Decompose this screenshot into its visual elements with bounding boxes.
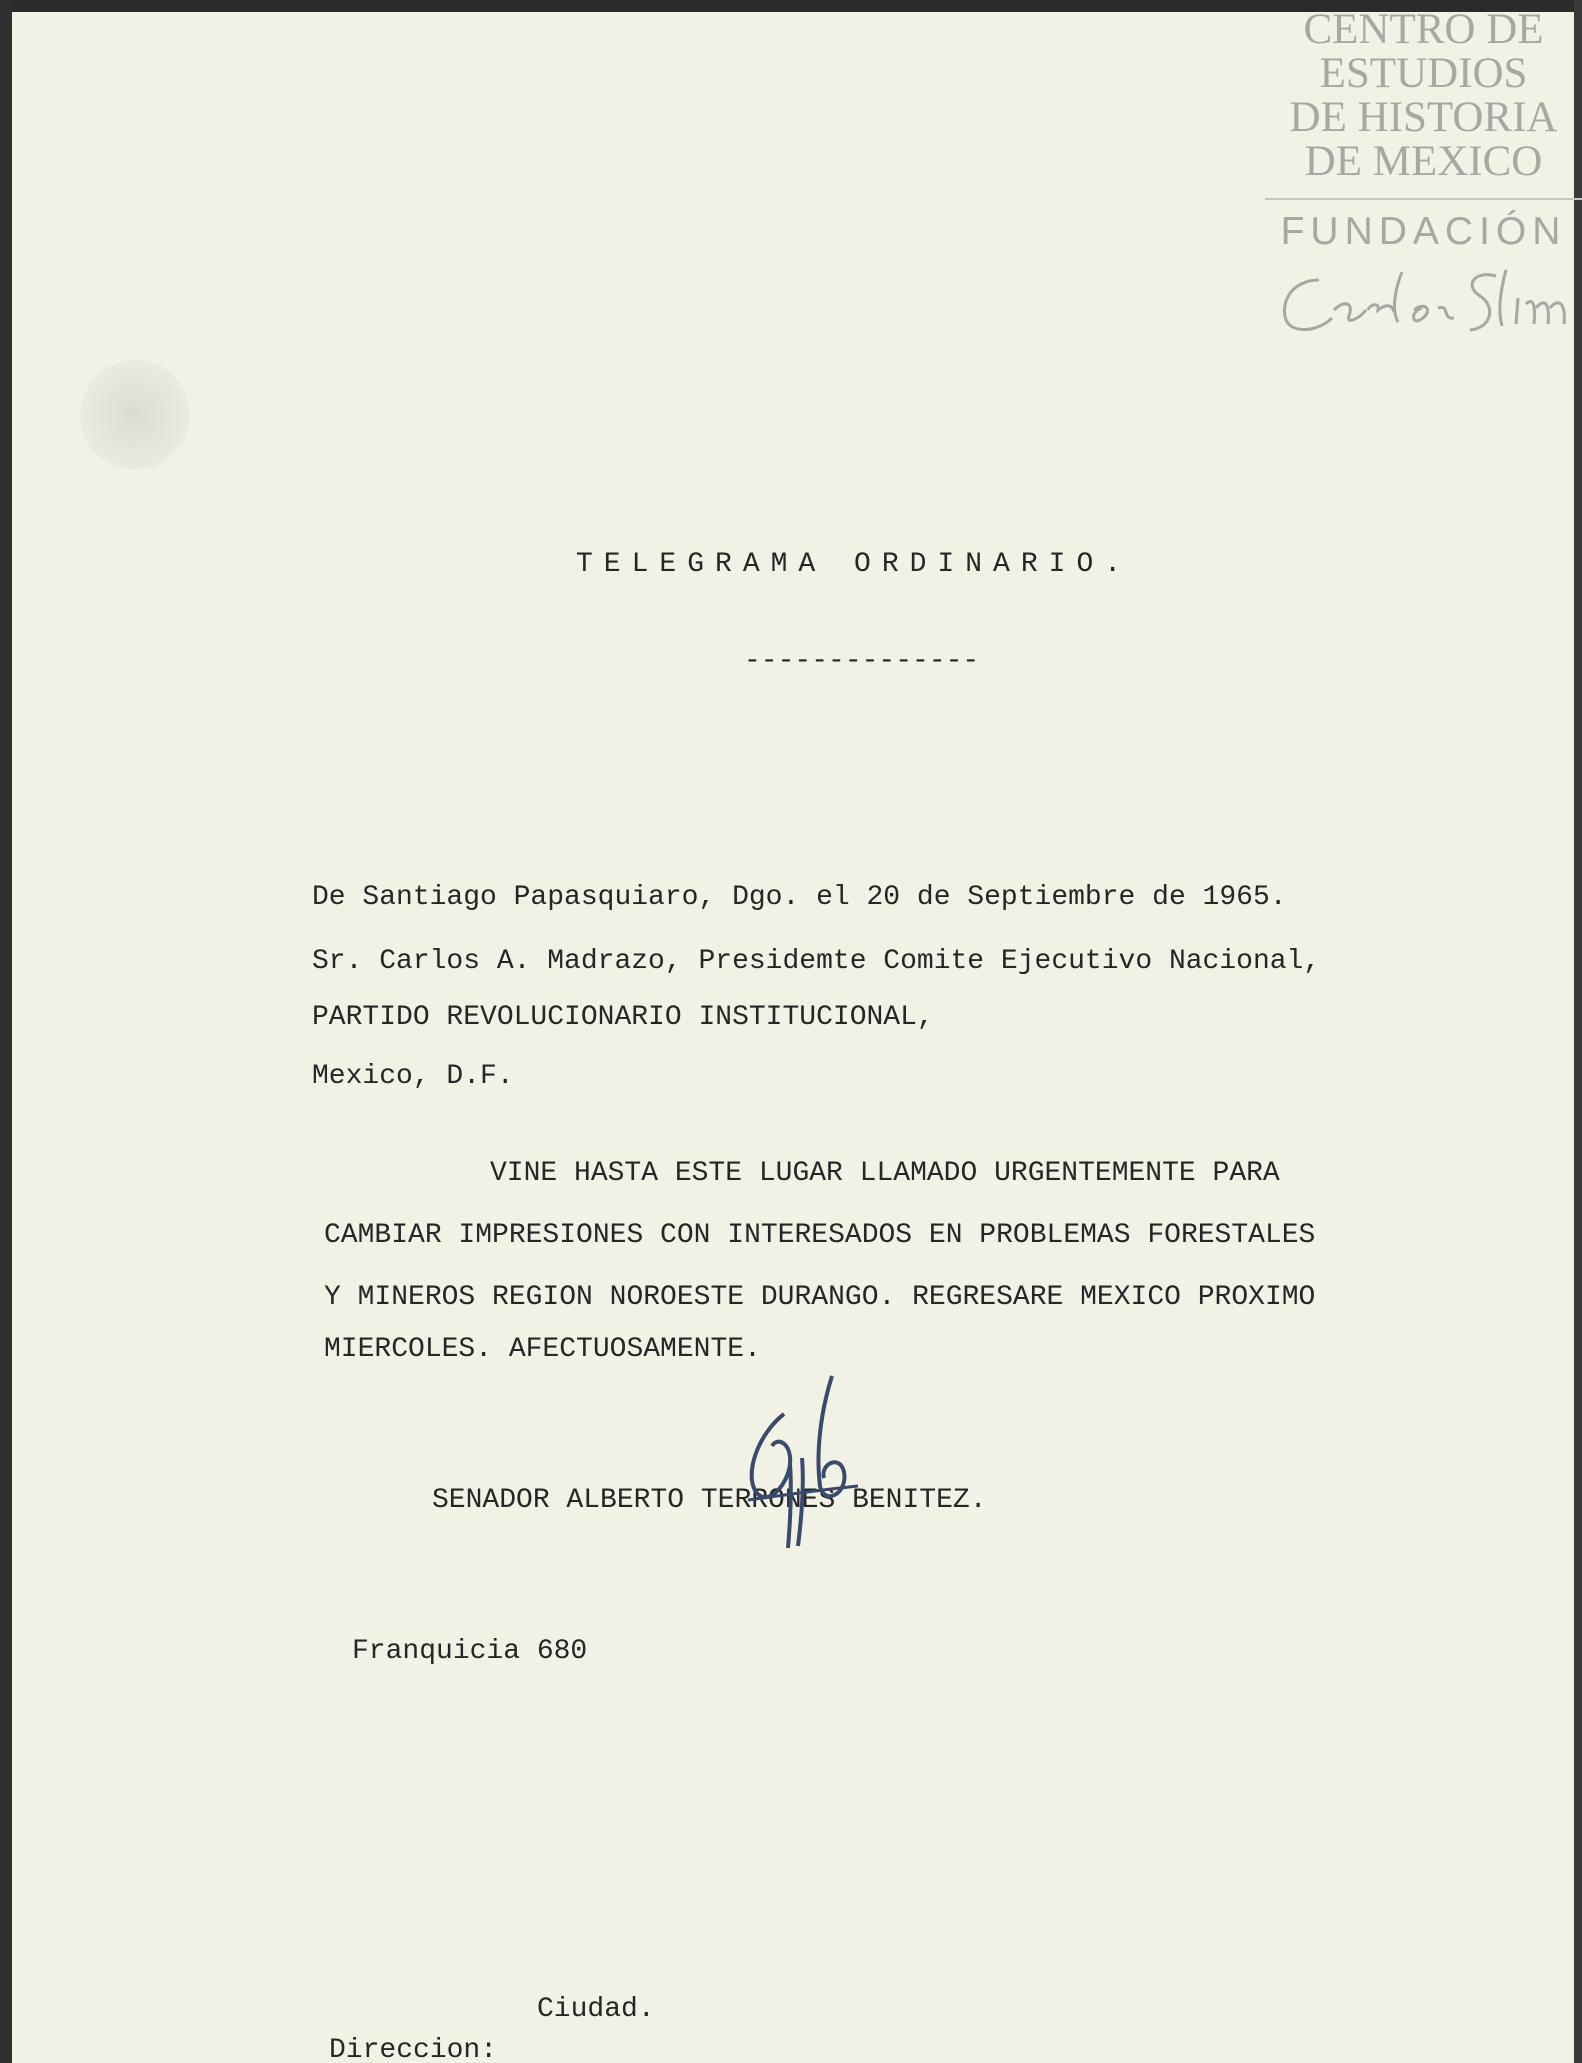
handwritten-signature <box>728 1374 868 1554</box>
recipient-line: Sr. Carlos A. Madrazo, Presidemte Comite Ejecutivo Nacional, <box>312 946 1321 977</box>
watermark-line-3: DE HISTORIA <box>1289 94 1558 141</box>
scan-left-edge <box>0 0 12 2063</box>
message-body-line-4: MIERCOLES. AFECTUOSAMENTE. <box>324 1334 761 1365</box>
message-body-line-3: Y MINEROS REGION NOROESTE DURANGO. REGRESARE MEXICO PROXIMO <box>324 1282 1316 1313</box>
destination-city-line: Mexico, D.F. <box>312 1061 514 1092</box>
watermark-line-1: CENTRO DE <box>1303 6 1544 53</box>
franquicia-number: Franquicia 680 <box>352 1636 588 1667</box>
title-underline: -------------- <box>744 646 980 677</box>
sender-name: SENADOR ALBERTO TERRONES BENITEZ. <box>432 1485 987 1516</box>
watermark-line-2: ESTUDIOS <box>1319 50 1528 97</box>
watermark-signature-logo <box>1265 262 1582 347</box>
message-body-line-2: CAMBIAR IMPRESIONES CON INTERESADOS EN PROBLEMAS FORESTALES <box>324 1220 1316 1251</box>
party-line: PARTIDO REVOLUCIONARIO INSTITUCIONAL, <box>312 1002 934 1033</box>
watermark-divider <box>1265 198 1582 200</box>
address-ciudad: Ciudad. <box>537 1994 655 2025</box>
paper-stain <box>80 360 190 470</box>
message-body-line-1: VINE HASTA ESTE LUGAR LLAMADO URGENTEMENTE PARA <box>490 1158 1280 1189</box>
archive-watermark <box>1265 8 1582 347</box>
watermark-line-4: DE MEXICO <box>1304 138 1543 185</box>
origin-date-line: De Santiago Papasquiaro, Dgo. el 20 de Septiembre de 1965. <box>312 882 1287 913</box>
watermark-fundacion: FUNDACIÓN <box>1280 210 1567 253</box>
direccion-label: Direccion: <box>329 2035 498 2063</box>
telegram-title: TELEGRAMA ORDINARIO. <box>576 549 1133 580</box>
